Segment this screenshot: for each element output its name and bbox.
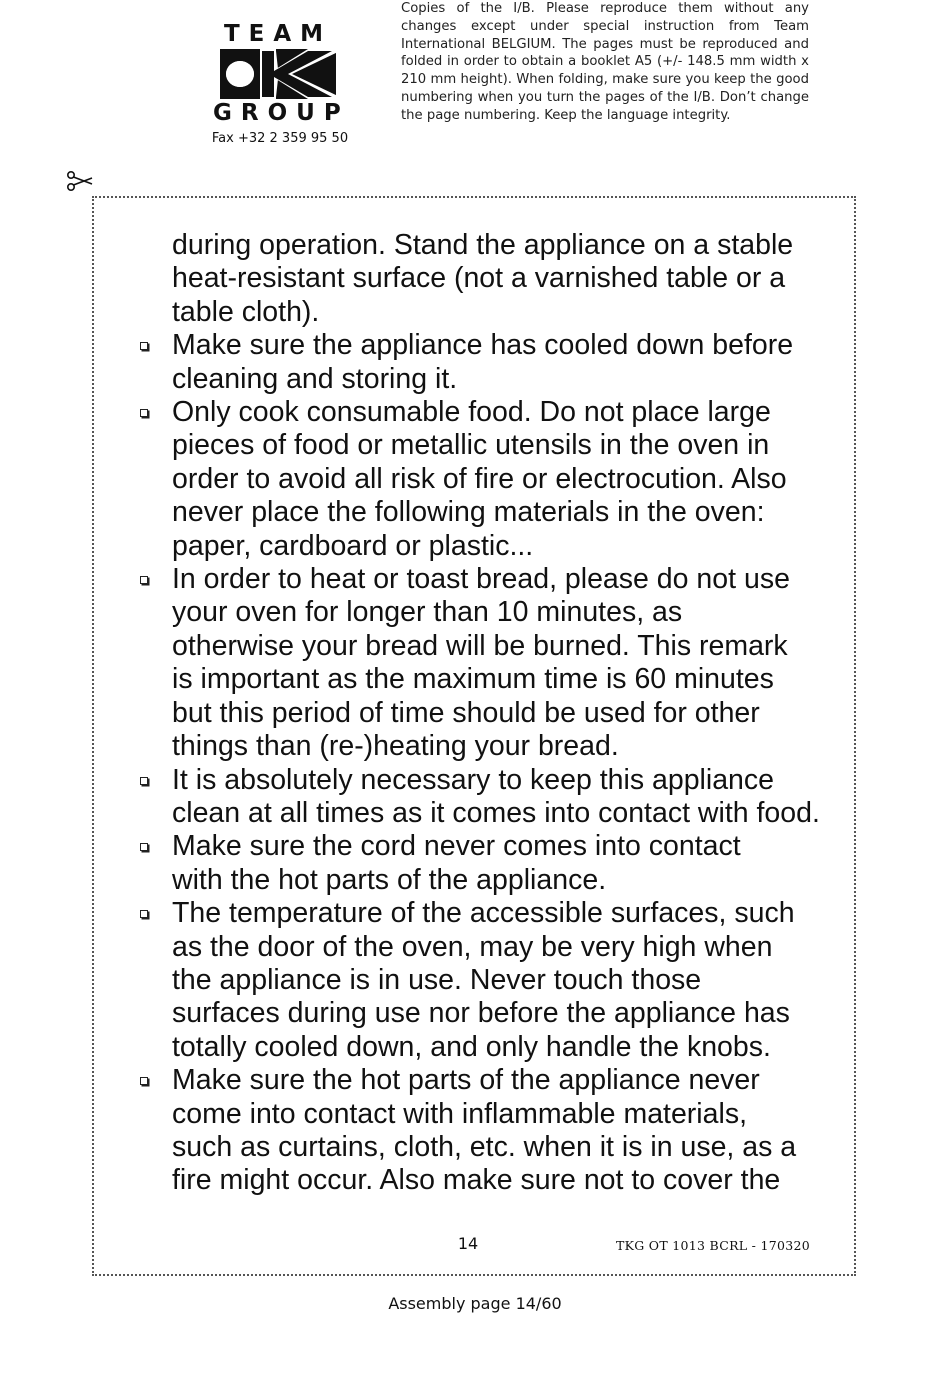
document-code: TKG OT 1013 BCRL - 170320: [615, 1238, 810, 1253]
team-group-logo-icon: [216, 49, 340, 99]
logo-word-bottom: GROUP: [213, 100, 350, 126]
checkbox-bullet-icon: [140, 777, 148, 785]
paragraph-text: Make sure the hot parts of the appliance never come into contact with inflammable materials, such as curtains, cloth, etc. when it is in use, as a fire might occur. Also make sure not to cover the: [172, 1064, 797, 1197]
checkbox-bullet-icon: [140, 342, 148, 350]
bullet-item: [140, 563, 840, 763]
safety-instructions-text: [140, 229, 840, 1198]
team-group-logo: [213, 21, 350, 126]
checkbox-bullet-icon: [140, 843, 148, 851]
assembly-page: Assembly page 14/60: [388, 1294, 562, 1313]
reproduction-instructions: Copies of the I/B. Please reproduce them without any changes except under special instruction from Team International BELGIUM. The pages must be reproduced and folded in order to obtain a booklet A5 (+/- 148.5 mm width x 210 mm height). When folding, make sure you keep the good numbering when you turn the pages of the I/B. Don’t change the page numbering. Keep the language integrity.: [401, 1, 809, 123]
scissors-icon: [66, 170, 94, 192]
paragraph-text: Make sure the appliance has cooled down before cleaning and storing it.: [172, 329, 794, 395]
paragraph-text: Only cook consumable food. Do not place large pieces of food or metallic utensils in the oven in order to avoid all risk of fire or electrocution. Also never place the following materials in the oven: paper, cardboard or plastic...: [172, 396, 787, 562]
bullet-item: [140, 897, 840, 1064]
paragraph-text: In order to heat or toast bread, please do not use your oven for longer than 10 minutes, as otherwise your bread will be burned. This remark is important as the maximum time is 60 minutes but this period of time should be used for other things than (re-)heating your bread.: [172, 563, 790, 763]
paragraph-text: during operation. Stand the appliance on a stable heat-resistant surface (not a varnished table or a table cloth).: [172, 229, 794, 328]
checkbox-bullet-icon: [140, 910, 148, 918]
page-number: 14: [457, 1234, 479, 1253]
fax-number: Fax +32 2 359 95 50: [211, 131, 349, 146]
paragraph-text: It is absolutely necessary to keep this appliance clean at all times as it comes into contact with food.: [172, 763, 820, 829]
bullet-item: [140, 830, 840, 897]
bullet-item: [140, 396, 840, 563]
paragraph-text: The temperature of the accessible surfaces, such as the door of the oven, may be very high when the appliance is in use. Never touch those surfaces during use nor before the appliance has totally cooled down, and only handle the knobs.: [172, 897, 795, 1063]
checkbox-bullet-icon: [140, 1077, 148, 1085]
bullet-item: [140, 764, 840, 831]
logo-word-top: TEAM: [223, 21, 333, 47]
continued-paragraph: [140, 229, 840, 329]
checkbox-bullet-icon: [140, 409, 148, 417]
checkbox-bullet-icon: [140, 576, 148, 584]
bullet-item: [140, 329, 840, 396]
paragraph-text: Make sure the cord never comes into contact with the hot parts of the appliance.: [172, 830, 741, 896]
bullet-item: [140, 1064, 840, 1198]
